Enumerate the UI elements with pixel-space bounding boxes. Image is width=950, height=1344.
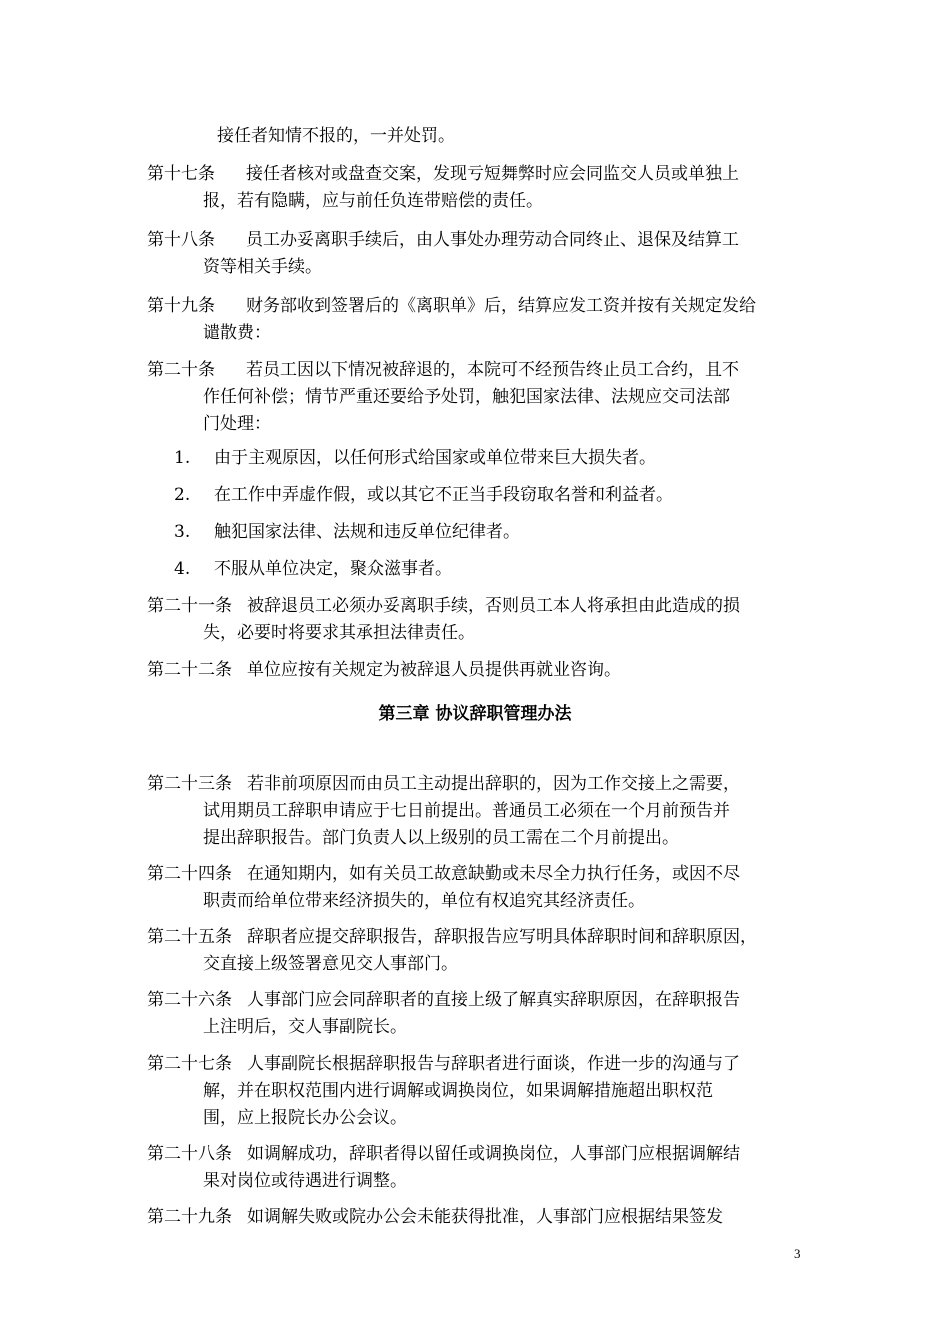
article-text-line: 人事副院长根据辞职报告与辞职者进行面谈，作进一步的沟通与了 xyxy=(247,1054,740,1074)
article-text-line: 谴散费： xyxy=(203,323,271,343)
article-text-line: 报，若有隐瞒，应与前任负连带赔偿的责任。 xyxy=(203,191,543,211)
article-text-line: 果对岗位或待遇进行调整。 xyxy=(203,1171,407,1191)
article-text-line: 在通知期内，如有关员工故意缺勤或未尽全力执行任务，或因不尽 xyxy=(247,864,740,884)
article-label: 第二十八条 xyxy=(147,1144,232,1164)
list-item-text: 在工作中弄虚作假，或以其它不正当手段窃取名誉和利益者。 xyxy=(214,485,673,505)
article-label: 第二十二条 xyxy=(147,660,232,680)
article-text-line: 提出辞职报告。部门负责人以上级别的员工需在二个月前提出。 xyxy=(203,828,679,848)
article-label: 第二十四条 xyxy=(147,864,232,884)
article-text-line: 若员工因以下情况被辞退的，本院可不经预告终止员工合约，且不 xyxy=(246,360,739,380)
article-text-line: 职责而给单位带来经济损失的，单位有权追究其经济责任。 xyxy=(203,891,645,911)
article-text-line: 作任何补偿；情节严重还要给予处罚，触犯国家法律、法规应交司法部 xyxy=(203,387,730,407)
continuation-text: 接任者知情不报的，一并处罚。 xyxy=(217,126,455,146)
article-text-line: 门处理： xyxy=(203,414,271,434)
article-label: 第二十三条 xyxy=(147,774,232,794)
article-text-line: 试用期员工辞职申请应于七日前提出。普通员工必须在一个月前预告并 xyxy=(203,801,730,821)
page-number: 3 xyxy=(794,1246,801,1261)
list-item-text: 由于主观原因，以任何形式给国家或单位带来巨大损失者。 xyxy=(214,448,656,468)
article-label: 第二十一条 xyxy=(147,596,232,616)
list-item-number: 4. xyxy=(174,559,191,579)
list-item-number: 2. xyxy=(174,485,191,505)
article-label: 第二十条 xyxy=(147,360,215,380)
article-label: 第二十五条 xyxy=(147,927,232,947)
article-label: 第二十九条 xyxy=(147,1207,232,1227)
article-label: 第二十七条 xyxy=(147,1054,232,1074)
article-text-line: 单位应按有关规定为被辞退人员提供再就业咨询。 xyxy=(247,660,621,680)
article-text-line: 员工办妥离职手续后，由人事处办理劳动合同终止、退保及结算工 xyxy=(246,230,739,250)
article-label: 第十九条 xyxy=(147,296,215,316)
article-text-line: 资等相关手续。 xyxy=(203,257,322,277)
article-text-line: 上注明后，交人事副院长。 xyxy=(203,1017,407,1037)
article-label: 第十八条 xyxy=(147,230,215,250)
article-text-line: 失，必要时将要求其承担法律责任。 xyxy=(203,623,475,643)
article-text-line: 如调解失败或院办公会未能获得批准，人事部门应根据结果签发 xyxy=(247,1207,723,1227)
article-label: 第十七条 xyxy=(147,164,215,184)
article-text-line: 接任者核对或盘查交案，发现亏短舞弊时应会同监交人员或单独上 xyxy=(246,164,739,184)
article-text-line: 被辞退员工必须办妥离职手续，否则员工本人将承担由此造成的损 xyxy=(247,596,740,616)
article-label: 第二十六条 xyxy=(147,990,232,1010)
list-item-text: 不服从单位决定，聚众滋事者。 xyxy=(214,559,452,579)
list-item-number: 3. xyxy=(174,522,191,542)
article-text-line: 辞职者应提交辞职报告，辞职报告应写明具体辞职时间和辞职原因， xyxy=(247,927,757,947)
article-text-line: 围，应上报院长办公会议。 xyxy=(203,1108,407,1128)
list-item-text: 触犯国家法律、法规和违反单位纪律者。 xyxy=(214,522,520,542)
article-text-line: 解，并在职权范围内进行调解或调换岗位，如果调解措施超出职权范 xyxy=(203,1081,713,1101)
article-text-line: 交直接上级签署意见交人事部门。 xyxy=(203,954,458,974)
list-item-number: 1. xyxy=(174,448,191,468)
article-text-line: 如调解成功，辞职者得以留任或调换岗位，人事部门应根据调解结 xyxy=(247,1144,740,1164)
article-text-line: 若非前项原因而由员工主动提出辞职的，因为工作交接上之需要， xyxy=(247,774,740,794)
article-text-line: 财务部收到签署后的《离职单》后，结算应发工资并按有关规定发给 xyxy=(246,296,756,316)
article-text-line: 人事部门应会同辞职者的直接上级了解真实辞职原因，在辞职报告 xyxy=(247,990,740,1010)
chapter-title: 第三章 协议辞职管理办法 xyxy=(378,704,572,724)
